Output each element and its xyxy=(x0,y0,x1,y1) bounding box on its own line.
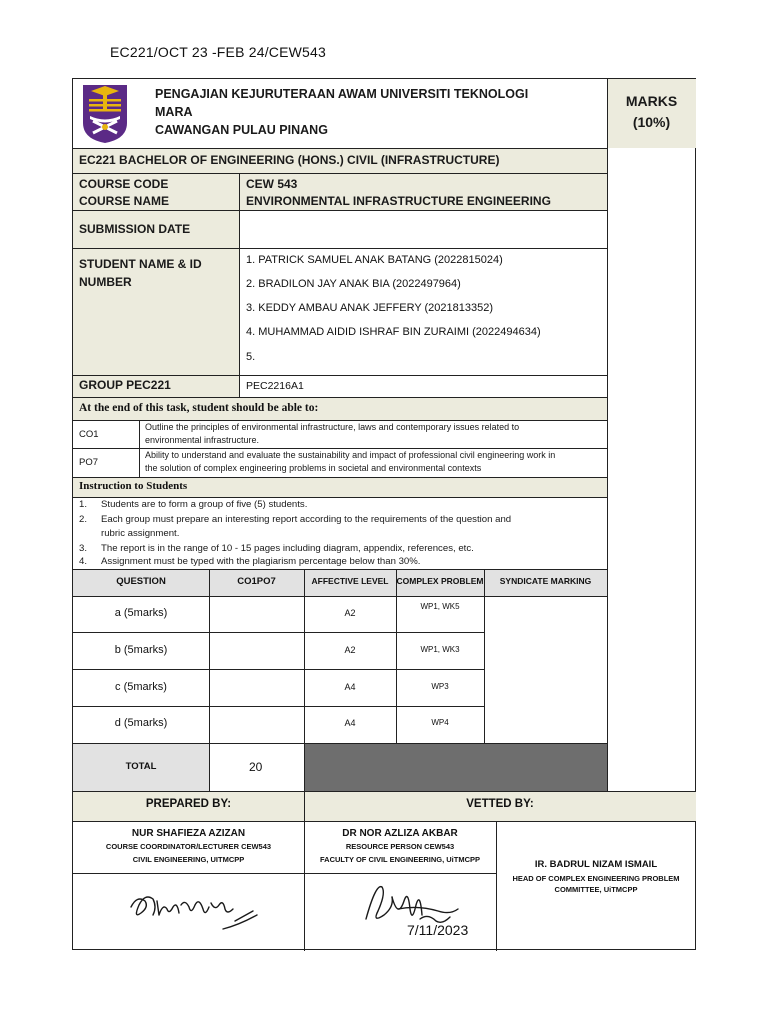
document-code: EC221/OCT 23 -FEB 24/CEW543 xyxy=(110,44,327,60)
po7-code: PO7 xyxy=(79,457,99,468)
course-code-label: COURSE CODE xyxy=(79,177,169,191)
instructions-heading: Instruction to Students xyxy=(79,480,188,492)
signature-prepared-icon xyxy=(123,885,273,937)
row-question: b (5marks) xyxy=(114,644,168,656)
vetted2-role: HEAD OF COMPLEX ENGINEERING PROBLEM xyxy=(512,874,680,883)
vetted1-role: RESOURCE PERSON CEW543 xyxy=(345,842,455,851)
col-header-syndicate: SYNDICATE MARKING xyxy=(499,576,592,586)
student-entry: 2. BRADILON JAY ANAK BIA (2022497964) xyxy=(246,278,461,290)
institution-line-2: MARA xyxy=(155,105,193,119)
course-name-label: COURSE NAME xyxy=(79,194,170,208)
row-affective: A2 xyxy=(344,608,356,618)
total-label: TOTAL xyxy=(125,761,157,772)
row-complex: WP3 xyxy=(431,682,449,691)
institution-line-3: CAWANGAN PULAU PINANG xyxy=(155,123,328,137)
co1-code: CO1 xyxy=(79,429,99,440)
outcomes-heading: At the end of this task, student should be able to: xyxy=(79,402,319,414)
course-name-value: ENVIRONMENTAL INFRASTRUCTURE ENGINEERING xyxy=(246,194,551,208)
co1-text-line-1: Outline the principles of environmental infrastructure, laws and contemporary issues related to xyxy=(145,422,520,432)
instruction-text: Assignment must be typed with the plagiarism percentage below than 30%. xyxy=(101,556,421,567)
student-entry: 1. PATRICK SAMUEL ANAK BATANG (2022815024) xyxy=(246,254,503,266)
col-header-affective: AFFECTIVE LEVEL xyxy=(311,576,389,586)
row-affective: A2 xyxy=(344,645,356,655)
row-question: d (5marks) xyxy=(114,717,168,729)
prepared-dept: CIVIL ENGINEERING, UITMCPP xyxy=(132,855,245,864)
instruction-number: 1. xyxy=(79,499,88,510)
row-complex: WP1, WK3 xyxy=(420,645,460,654)
row-question: a (5marks) xyxy=(114,607,168,619)
group-value: PEC2216A1 xyxy=(246,380,304,392)
vetted1-dept: FACULTY OF CIVIL ENGINEERING, UiTMCPP xyxy=(319,855,480,864)
instruction-text: The report is in the range of 10 - 15 pages including diagram, appendix, references, etc. xyxy=(101,543,474,554)
marks-label: MARKS xyxy=(625,93,678,109)
marks-percentage: (10%) xyxy=(632,114,671,130)
instruction-number: 3. xyxy=(79,543,88,554)
programme-title: EC221 BACHELOR OF ENGINEERING (HONS.) CIVIL (INFRASTRUCTURE) xyxy=(79,153,500,167)
row-complex: WP1, WK5 xyxy=(420,602,460,611)
po7-text-line-1: Ability to understand and evaluate the sustainability and impact of professional civil engineering work in xyxy=(145,450,556,460)
row-complex: WP4 xyxy=(431,718,449,727)
prepared-role: COURSE COORDINATOR/LECTURER CEW543 xyxy=(105,842,272,851)
prepared-name: NUR SHAFIEZA AZIZAN xyxy=(131,828,246,839)
student-entry: 4. MUHAMMAD AIDID ISHRAF BIN ZURAIMI (2022494634) xyxy=(246,326,541,338)
course-code-value: CEW 543 xyxy=(246,177,298,191)
vetted-heading: VETTED BY: xyxy=(466,798,534,810)
institution-line-1: PENGAJIAN KEJURUTERAAN AWAM UNIVERSITI TEKNOLOGI xyxy=(155,87,529,101)
col-header-complex: COMPLEX PROBLEM xyxy=(396,576,484,586)
instruction-number: 4. xyxy=(79,556,88,567)
group-label: GROUP PEC221 xyxy=(79,378,171,392)
co1-text-line-2: environmental infrastructure. xyxy=(145,435,260,445)
assignment-cover-form xyxy=(72,78,696,950)
po7-text-line-2: the solution of complex engineering problems in societal and environmental contexts xyxy=(145,463,482,473)
uitm-logo xyxy=(81,83,129,145)
vetted2-dept: COMMITTEE, UiTMCPP xyxy=(554,885,638,894)
row-question: c (5marks) xyxy=(115,681,167,693)
total-value: 20 xyxy=(249,760,263,774)
total-dark-cell xyxy=(304,743,607,791)
vetted2-name: IR. BADRUL NIZAM ISMAIL xyxy=(534,859,658,870)
instruction-text: Each group must prepare an interesting report according to the requirements of the question and xyxy=(101,514,512,525)
col-header-question: QUESTION xyxy=(116,576,166,587)
student-label-line-2: NUMBER xyxy=(79,275,132,289)
instruction-text: Students are to form a group of five (5) students. xyxy=(101,499,308,510)
student-entry: 3. KEDDY AMBAU ANAK JEFFERY (2021813352) xyxy=(246,302,494,314)
col-header-copo: CO1PO7 xyxy=(237,576,276,587)
submission-date-label: SUBMISSION DATE xyxy=(79,222,191,236)
student-entry: 5. xyxy=(246,351,256,363)
prepared-heading: PREPARED BY: xyxy=(145,798,232,810)
row-affective: A4 xyxy=(344,718,356,728)
vetted1-name: DR NOR AZLIZA AKBAR xyxy=(342,828,458,839)
student-label-line-1: STUDENT NAME & ID xyxy=(79,257,202,271)
instruction-number: 2. xyxy=(79,514,88,525)
vetted1-date: 7/11/2023 xyxy=(407,922,469,938)
instruction-text: rubric assignment. xyxy=(101,528,180,539)
row-affective: A4 xyxy=(344,682,356,692)
